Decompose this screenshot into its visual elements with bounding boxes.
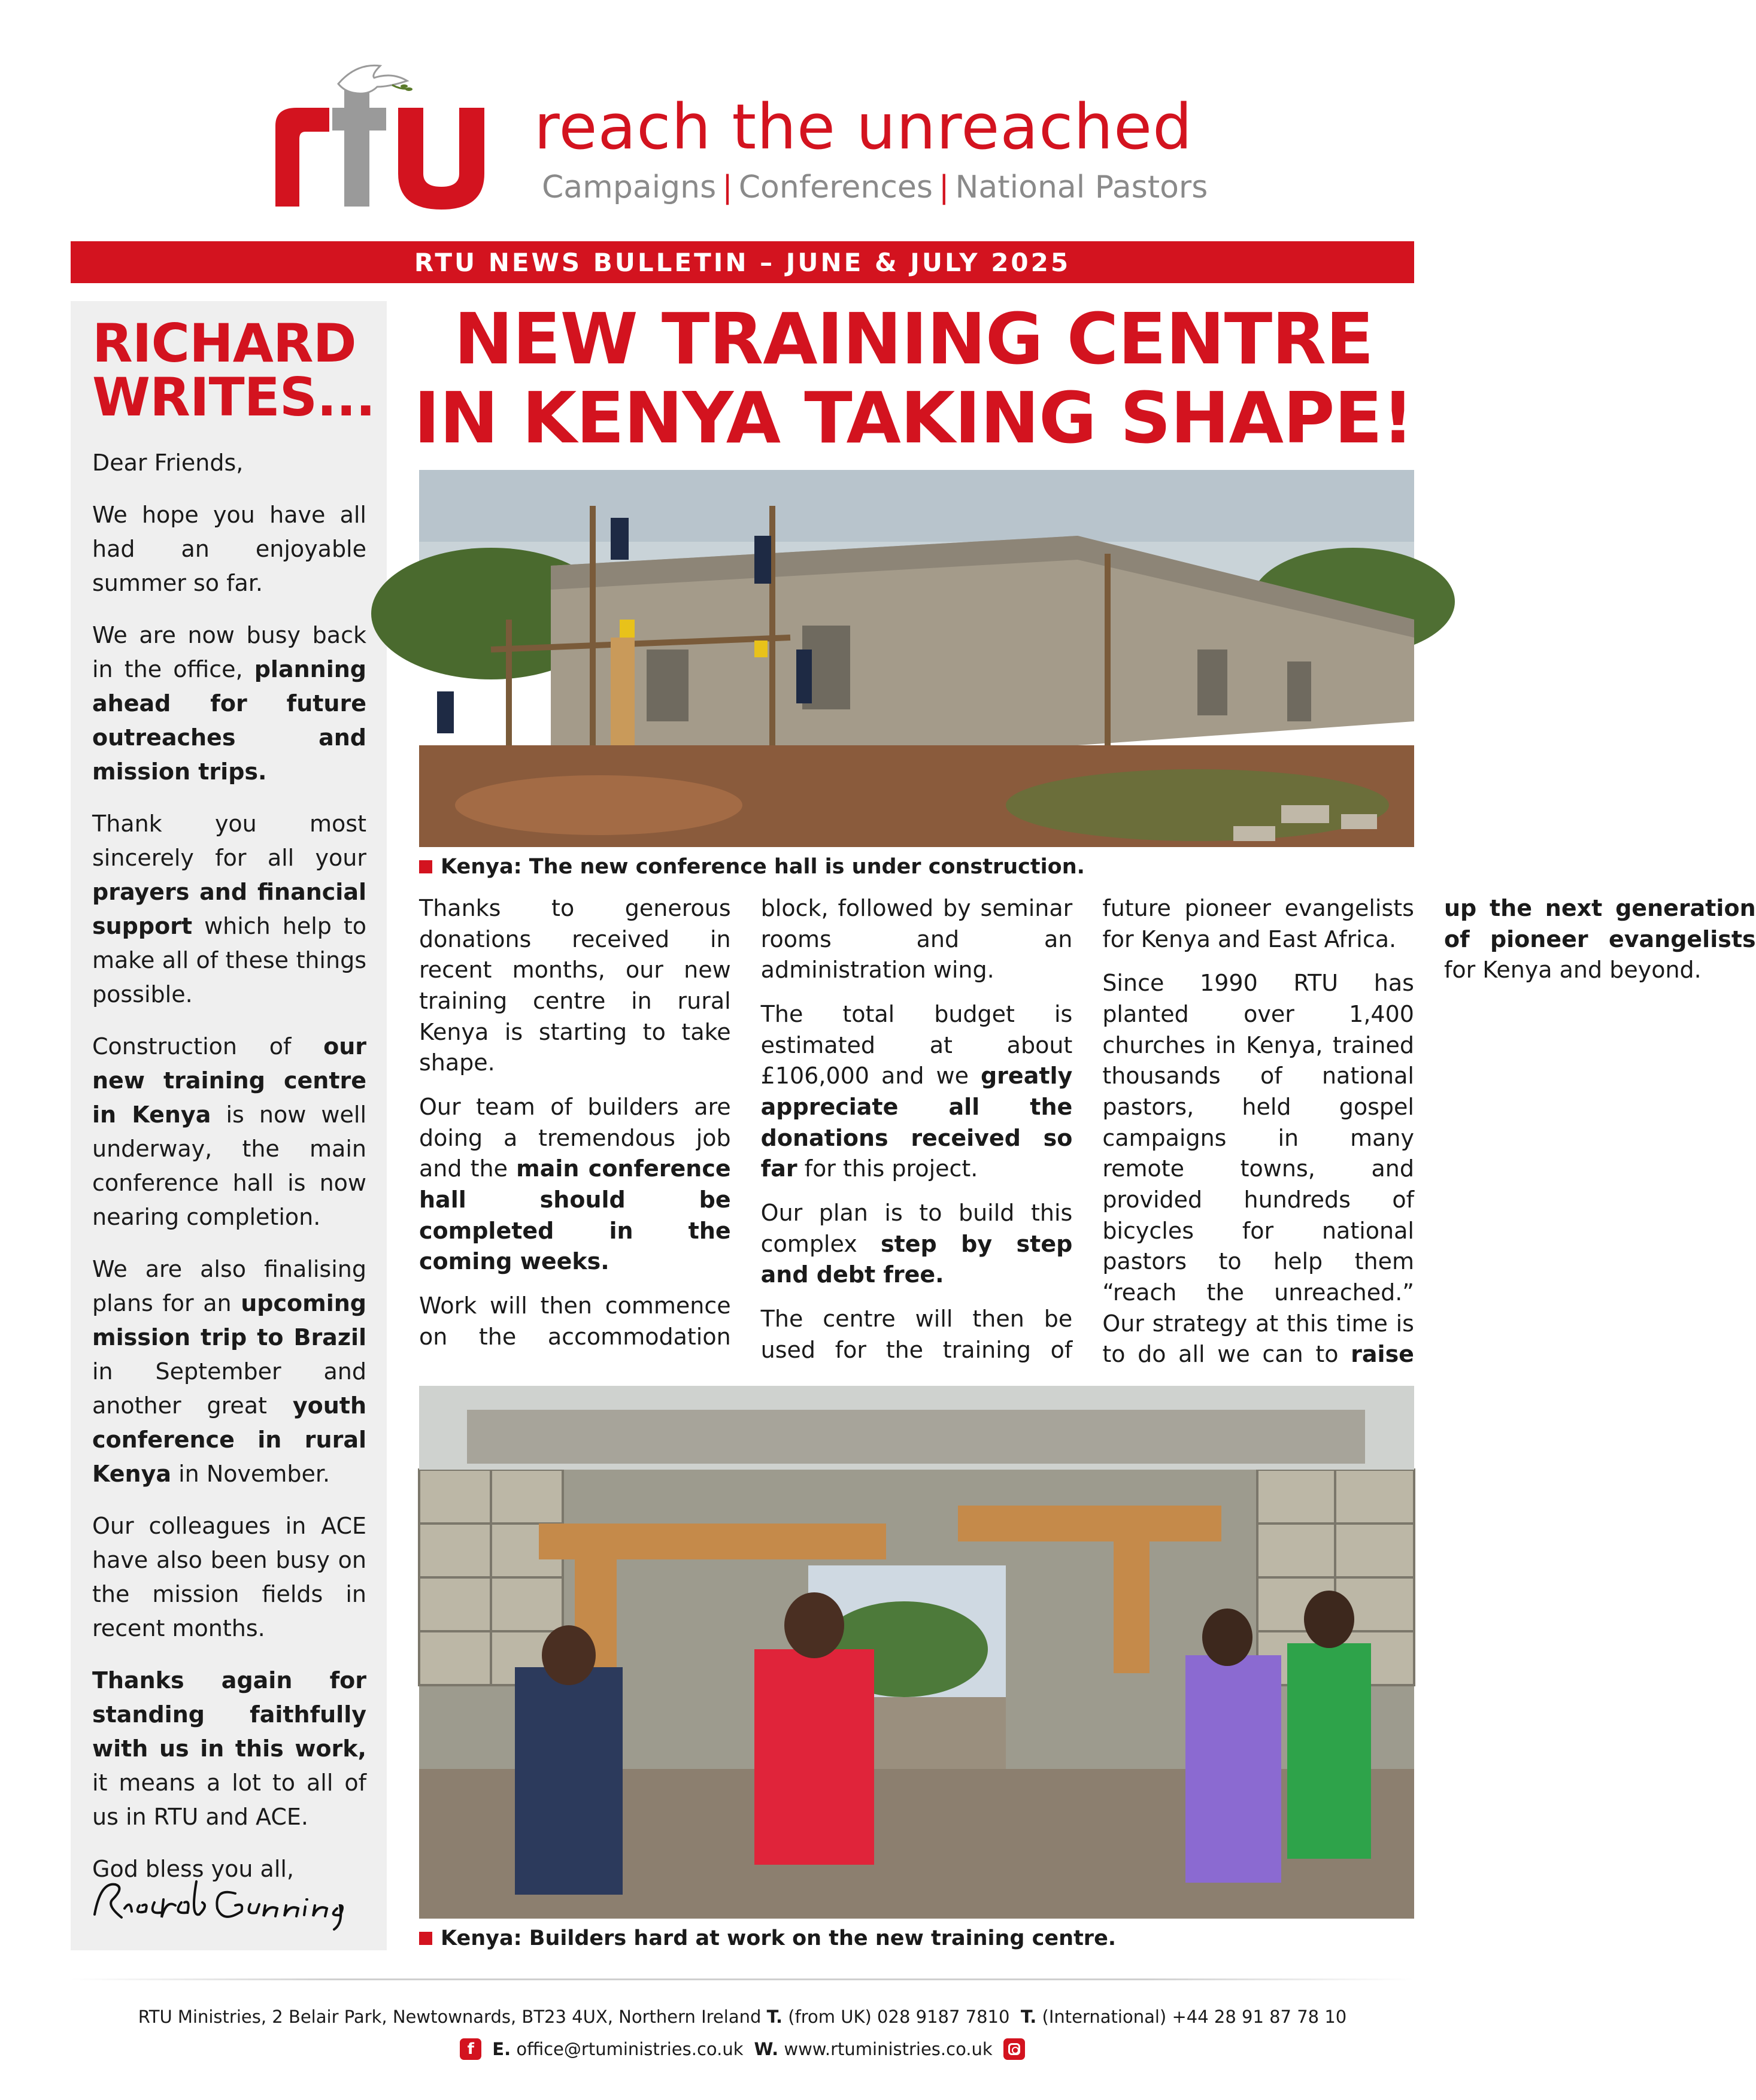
bulletin-bar: RTU NEWS BULLETIN – JUNE & JULY 2025 <box>71 241 1414 283</box>
article-paragraph: The total budget is estimated at about £106,000 and we greatly appreciate all the donations received so far for this project. <box>760 1001 1073 1182</box>
sidebar-heading-line1: RICHARD <box>92 312 356 374</box>
photo1-caption <box>419 855 1085 879</box>
sidebar-paragraph: We are now busy back in the office, planning ahead for future outreaches and mission trips. <box>92 621 366 785</box>
sidebar-paragraph: Thank you most sincerely for all your prayers and financial support which help to make all of these things possible. <box>92 810 366 1007</box>
footer-phone-label: T. <box>766 2007 783 2027</box>
caption-square-icon <box>419 860 432 873</box>
sidebar-paragraph: We hope you have all had an enjoyable summer so far. <box>92 501 366 596</box>
sidebar-heading-line2: WRITES... <box>92 366 375 428</box>
tagline-subtitle <box>542 169 1208 205</box>
footer-divider <box>71 1978 1414 1980</box>
footer-phone-int-note: (International) <box>1042 2007 1167 2027</box>
footer-phone-int-label: T. <box>1020 2007 1037 2027</box>
article-paragraph: Since 1990 RTU has planted over 1,400 churches in Kenya, trained thousands of national pastors, held gospel campaigns in many remote towns, and provided hundreds of bicycles for national pastors to help them “reach the unreached.” Our strategy at this time is to do all we can to raise up the next generation of pioneer evangelists for Kenya and beyond. <box>1102 895 1756 1368</box>
article-body <box>419 893 1756 1372</box>
sidebar-paragraph: Construction of our new training centre in Kenya is now well underway, the main conference hall is now nearing completion. <box>92 1033 367 1230</box>
conference-hall-construction-photo <box>419 470 1414 847</box>
caption-square-icon <box>419 1932 432 1945</box>
builders-at-work-photo <box>419 1386 1414 1919</box>
tagline-title: reach the unreached <box>534 90 1193 163</box>
footer-contact-line <box>0 2038 1485 2060</box>
photo2-caption <box>419 1926 1116 1950</box>
caption-text: Kenya: The new conference hall is under construction. <box>441 855 1085 879</box>
footer-address: RTU Ministries, 2 Belair Park, Newtownards, BT23 4UX, Northern Ireland <box>138 2007 762 2027</box>
article-paragraph: Thanks to generous donations received in recent months, our new training centre in rural Kenya is starting to take shape. <box>419 895 731 1076</box>
footer-web-label: W. <box>754 2039 779 2059</box>
rtu-logo <box>272 60 518 210</box>
sidebar-closing: God bless you all, <box>92 1855 295 1882</box>
sidebar-paragraph: Thanks again for standing faithfully with us in this work, it means a lot to all of us in RTU and ACE. <box>92 1667 366 1830</box>
signature-graphic <box>89 1858 370 1935</box>
sidebar-heading <box>92 312 375 428</box>
facebook-icon[interactable]: f <box>460 2038 481 2060</box>
article-paragraph: Our plan is to build this complex step by step and debt free. <box>760 1200 1073 1288</box>
sidebar-paragraph: We are also finalising plans for an upcoming mission trip to Brazil in September and another great youth conference in rural Kenya in November. <box>92 1255 366 1487</box>
footer-phone-uk[interactable]: 028 9187 7810 <box>877 2007 1010 2027</box>
sidebar-greeting: Dear Friends, <box>92 449 244 476</box>
article-paragraph: Work will then commence on the accommodation block, followed by seminar rooms and an administration wing. <box>419 895 1073 1350</box>
footer-email[interactable]: office@rtuministries.co.uk <box>516 2039 744 2059</box>
richard-writes-sidebar <box>71 301 387 1950</box>
footer-email-label: E. <box>492 2039 511 2059</box>
caption-text: Kenya: Builders hard at work on the new training centre. <box>441 1926 1117 1950</box>
subtitle-campaigns: Campaigns <box>542 169 717 205</box>
footer-phone-int[interactable]: +44 28 91 87 78 10 <box>1172 2007 1347 2027</box>
footer-phone-note: (from UK) <box>788 2007 872 2027</box>
separator: | <box>722 169 733 205</box>
subtitle-national-pastors: National Pastors <box>955 169 1208 205</box>
sidebar-paragraph: Our colleagues in ACE have also been busy on the mission fields in recent months. <box>92 1512 366 1641</box>
article-paragraph: Our team of builders are doing a tremendous job and the main conference hall should be completed in the coming weeks. <box>419 1094 731 1275</box>
signature <box>89 1858 370 1935</box>
headline-line1: NEW TRAINING CENTRE <box>454 298 1373 380</box>
article-paragraph: The centre will then be used for the training of future pioneer evangelists for Kenya and East Africa. <box>760 895 1414 1363</box>
headline-line2: IN KENYA TAKING SHAPE! <box>414 377 1414 460</box>
footer-website[interactable]: www.rtuministries.co.uk <box>784 2039 993 2059</box>
instagram-icon[interactable] <box>1003 2038 1025 2060</box>
footer-address-line <box>0 2007 1485 2027</box>
rtu-logo-graphic <box>272 60 518 210</box>
separator: | <box>939 169 950 205</box>
main-headline <box>413 298 1414 460</box>
subtitle-conferences: Conferences <box>738 169 933 205</box>
